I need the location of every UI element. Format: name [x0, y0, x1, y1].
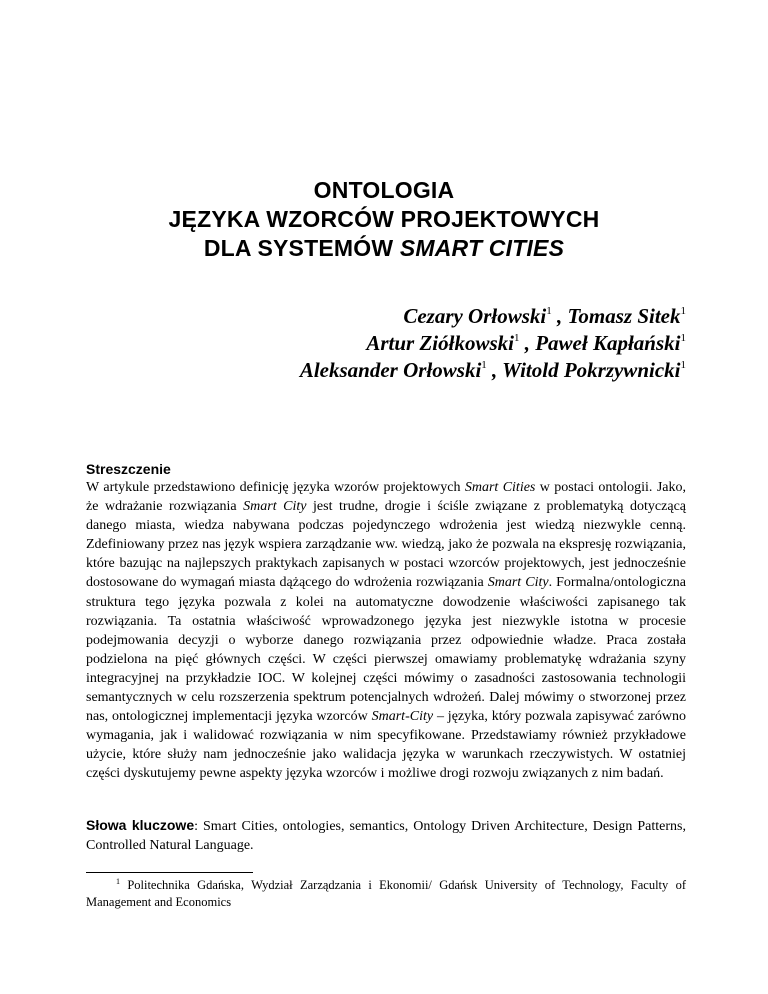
author-name: Witold Pokrzywnicki [502, 358, 681, 382]
author-line-2 [300, 330, 686, 357]
keywords [86, 816, 686, 855]
author-name: Cezary Orłowski [403, 304, 547, 328]
author-name: Aleksander Orłowski [299, 358, 482, 382]
abstract-text-italic: Smart Cities [464, 480, 536, 495]
abstract-text: . Formalna/ontologiczna struktura tego języka pozwala z kolei na automatyczne dowodzenie właściwości zapisanego tak rozwiązania. Ta ostatnia właściwość wprowadzonego języka jest niezwykle istotna w procesie podejmowania decyzji o wyborze danego rozwiązania przez odpowiednie władze. Praca została podzielona na pięć głównych części. W części pierwszej omawiamy problematykę wdrażania szyny integracyjnej na przykładzie IOC. W kolejnej części mówimy o zasadności zastosowania technologii semantycznych w celu rozszerzenia spektrum potencjalnych wdrożeń. Dalej mówimy o stworzonej przez nas, ontologicznej implementacji języka wzorców [86, 575, 687, 725]
affiliation-marker: 1 [481, 359, 487, 371]
abstract-text-italic: Smart City [243, 499, 307, 515]
abstract-text: jest trudne, drogie i ściśle związane z problematyką dotyczącą danego miasta, wiedza nabywana podczas pojedynczego wdrożenia jest wiedzą niezwykle cenną. Zdefiniowany przez nas język wspiera zarządzanie ww. wiedzą, jako że pozwala na ekspresję rozwiązania, które bazując na najlepszych praktykach zapisanych w postaci wzorców projektowych, jest jednocześnie dostosowane do wymagań miasta dążącego do wdrożenia rozwiązania [86, 499, 686, 591]
author-line-3 [300, 357, 686, 384]
title-line-3 [0, 234, 768, 263]
footnote [86, 877, 686, 911]
title-line-2: JĘZYKA WZORCÓW PROJEKTOWYCH [168, 206, 600, 232]
title-line-1: ONTOLOGIA [313, 177, 455, 203]
footnote-text: Politechnika Gdańska, Wydział Zarządzania i Ekonomii/ Gdańsk University of Technology, Faculty of Management and Economics [86, 878, 686, 909]
author-name: Paweł Kapłański [535, 331, 681, 355]
affiliation-marker: 1 [680, 305, 686, 317]
abstract-heading: Streszczenie [86, 461, 171, 477]
author-separator: , [486, 358, 503, 382]
abstract-text-italic: Smart-City [371, 709, 434, 725]
author-name: Artur Ziółkowski [366, 331, 514, 355]
abstract-text: – języka, który pozwala zapisywać zarówno wymagania, jak i walidować rozwiązania w nim specyfikowane. Przedstawiamy również przykładowe użycie, które służy nam jednocześnie jako walidacja języka w warunkach rzeczywistych. W ostatniej części dyskutujemy pewne aspekty języka wzorców i możliwe drogi rozwoju związanych z nim badań. [86, 709, 686, 782]
author-separator: , [519, 331, 536, 355]
abstract-body [86, 478, 686, 784]
abstract-text: W artykule przedstawiono definicję języka wzorów projektowych [86, 480, 465, 495]
title-line-3-prefix: DLA SYSTEMÓW [203, 235, 400, 261]
keywords-label-suffix: : [194, 819, 198, 834]
abstract-text-italic: Smart City [487, 575, 549, 591]
abstract-text: w postaci ontologii. Jako, że wdrażanie rozwiązania [86, 480, 686, 515]
keywords-label: Słowa kluczowe [86, 817, 195, 833]
affiliation-marker: 1 [513, 332, 520, 344]
affiliation-marker: 1 [680, 359, 686, 371]
author-list [300, 303, 686, 384]
footnote-marker: 1 [116, 877, 120, 886]
author-line-1 [300, 303, 686, 330]
affiliation-marker: 1 [546, 305, 552, 317]
title-line-3-italic: SMART CITIES [399, 235, 565, 261]
paper-title [0, 176, 768, 263]
author-separator: , [551, 304, 568, 328]
footnote-divider [86, 872, 253, 873]
keywords-text: Smart Cities, ontologies, semantics, Ontology Driven Architecture, Design Patterns, Controlled Natural Language. [86, 819, 686, 853]
author-name: Tomasz Sitek [567, 304, 681, 328]
affiliation-marker: 1 [680, 332, 686, 344]
